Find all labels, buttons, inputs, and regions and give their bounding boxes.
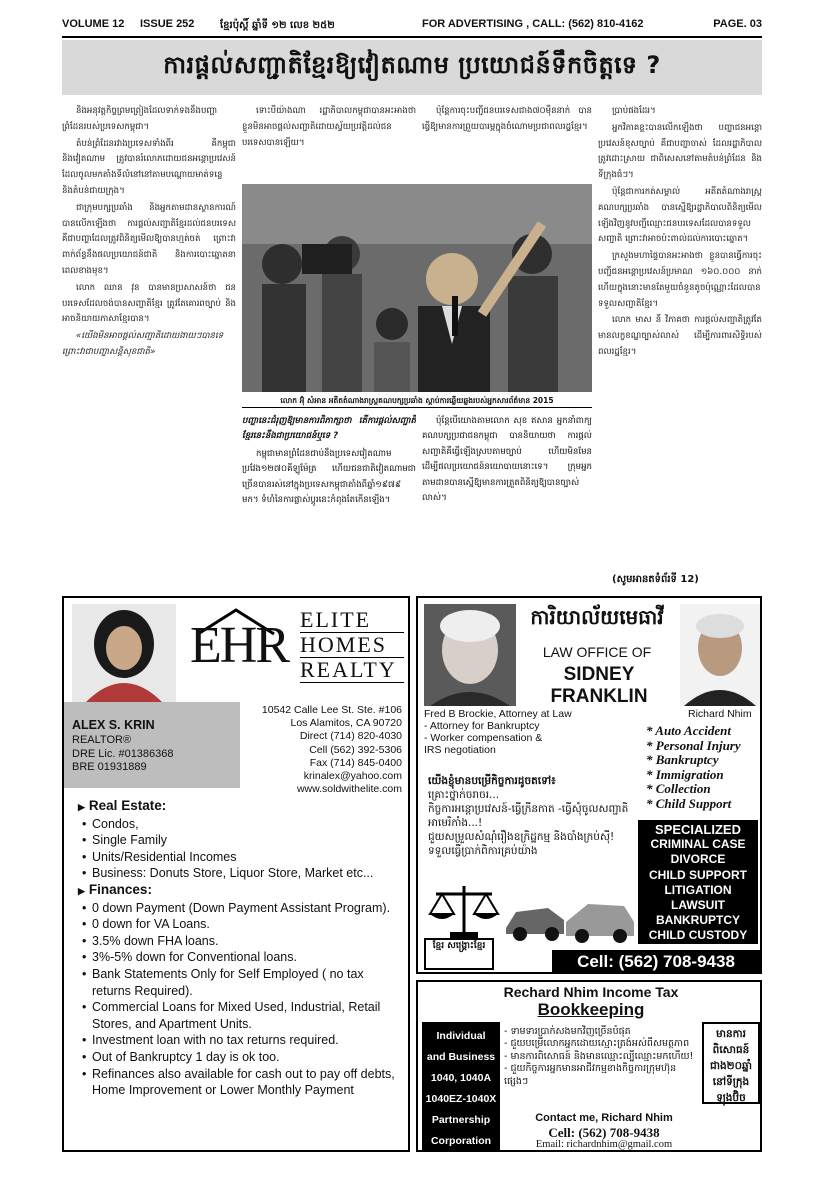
law-office-label: LAW OFFICE OF [542,644,652,660]
paragraph: អ្នកវិភាគខ្លះបានលើកឡើងថា បញ្ហាជនអន្តោប្រវេសន៍ខុសច្បាប់ គឺជាបញ្ហាចាស់ ដែលរដ្ឋាភិបាលត្រូវដោះស្រាយ ជាពិសេសនៅតាមតំបន់ព្រំដែន និងទីក្រុងធំៗ។ [598,122,762,181]
real-estate-heading: ▶ Real Estate: [78,798,404,816]
attorney-left-info [424,708,614,756]
tax-khmer-item: - មានការពិសោធន៍ និងមានឈ្មោះល្បីឈ្មោះមកហើយ! [504,1050,694,1062]
logo-word: ELITE [300,608,404,633]
agent-photo [72,604,176,702]
attorney-item: - Attorney for Bankruptcy [424,720,540,732]
tax-khmer-item: - ទាមទារប្រាក់សងមកវិញច្រើនបំផុត [504,1026,631,1037]
agent-contact [262,704,402,796]
article-column-1 [62,104,236,584]
khmer-service-item: គ្រោះថ្នាក់ចរាចរ... [428,789,500,801]
service-item: * Bankruptcy [646,752,719,768]
list-item: • 0 down for VA Loans. [78,916,404,933]
khmer-intro: យើងខ្ញុំមានបម្រើកិច្ចការដូចតទៅ៖ [428,775,556,787]
address-line-2: Los Alamitos, CA 90720 [290,717,402,730]
attorney-photo-right [680,604,760,706]
tax-form-item: and Business [426,1051,496,1063]
list-item: • 3.5% down FHA loans. [78,933,404,950]
paragraph: ប្រាប់ផងដែរ។ [612,106,656,116]
agent-credentials [72,734,174,775]
list-item: • Out of Bankruptcy 1 day is ok too. [78,1049,404,1066]
tax-cell-phone: Cell: (562) 708-9438 [548,1125,660,1140]
law-cell-phone: Cell: (562) 708-9438 [552,950,760,974]
attorney-photo-left [424,604,516,706]
realty-ad [62,596,410,1152]
website: www.soldwithelite.com [296,783,402,796]
specialized-item: CHILD SUPPORT [648,867,747,882]
list-item: • Refinances also available for cash out to pay off debts, Home Improvement or Lower Monthly Payment [78,1066,404,1099]
list-item: • Condos, [78,816,404,833]
tax-contact: Contact me, Richard Nhim [535,1112,673,1124]
khmer-service-item: កិច្ចការអន្តោប្រវេសន៍-ធ្វើក្រីនកាត -ធ្វើសុំចូលសញ្ជាតិអាមេរិកាំង...! [428,803,629,829]
tax-khmer-list [504,1026,700,1088]
khmer-service-item: ទទួលធ្វើប្រាក់ពិការគ្រប់យ៉ាង [428,845,538,857]
continued-note: (សូមអានតទំព័រទី 12) [612,574,699,585]
service-item: * Collection [646,781,711,797]
paragraph: ប៉ុន្តែការចុះបញ្ជីជនបរទេសជាង៧០ម៉ឺននាក់ បានធ្វើឱ្យមានការព្រួយបារម្ភក្នុងចំណោមប្រជាពលរដ្ឋខ្មែរ។ [422,106,592,132]
specialized-item: LITIGATION [664,882,732,897]
tax-khmer-item: - ជួយបម្រើលោកអ្នកដោយស្មោះត្រង់អស់ពីសមត្ថភាព [504,1038,690,1050]
cell-phone: Cell (562) 392-5306 [309,743,402,756]
list-item: • Single Family [78,832,404,849]
attorney-item: - Worker compensation & [424,732,543,744]
paragraph: កម្ពុជាមានព្រំដែនជាប់នឹងប្រទេសវៀតណាមប្រវែង១២៧០គីឡូម៉ែត្រ ហើយជនជាតិវៀតណាមជាច្រើនបានរស់នៅក្នុងប្រទេសកម្ពុជាតាំងពីឆ្នាំ១៩៧៩ មក។ ទំហំនៃការផ្លាស់ប្ដូរនេះកំពុងតែកើនឡើង។ [242,448,416,506]
service-item: * Child Support [646,795,732,811]
specialized-item: CRIMINAL CASE [650,837,746,852]
address-line-1: 10542 Calle Lee St. Ste. #106 [261,704,402,716]
photo-caption: លោក អ៊ុំ សំអាន អតីតតំណាងរាស្ត្រគណបក្សប្រឆាំង ស្ដាប់ការឆ្លើយឆ្លងរបស់អ្នកសារព័ត៌មាន 2015 [242,394,592,408]
paragraph: លោក ឈាន វុន បានមានប្រសាសន៍ថា ជនបរទេសដែលចង់បានសញ្ជាតិខ្មែរ ត្រូវតែគោរពច្បាប់ និងអាចនិយាយភាសាខ្មែរបាន។ [62,282,236,325]
list-item: • Business: Donuts Store, Liquor Store, Market etc... [78,865,404,882]
logo-word: REALTY [300,658,404,683]
tax-khmer-item: - ជួយកិច្ចការអ្នកមានអាជីវកម្មខាងកិច្ចការក្រុមហ៊ុនផ្សេងៗ [504,1063,677,1087]
article-column-3-top [422,104,592,172]
fax: Fax (714) 845-0400 [309,756,402,769]
car-accident-icon [502,888,636,944]
specialized-item: BANKRUPTCY [656,913,740,928]
page-number: PAGE. 03 [713,18,762,30]
service-item: * Immigration [646,766,724,782]
headline: ការផ្ដល់សញ្ជាតិខ្មែរឱ្យវៀតណាម ប្រយោជន៍ទឹកចិត្តទេ ? [163,51,661,79]
agent-name: ALEX S. KRIN [72,718,155,732]
khmer-services [428,774,638,858]
press-crowd-image [242,184,592,392]
logo-word: HOMES [300,633,404,658]
attorney-right-name: Richard Nhim [688,708,752,720]
logo-mark: EHR [190,617,288,674]
headline-bar [62,40,762,95]
finances-heading: ▶ Finances: [78,882,404,900]
volume: VOLUME 12 [62,18,125,30]
direct-phone: Direct (714) 820-4030 [299,730,402,743]
masthead-rule [62,36,762,38]
experience-badge: មានការពិសោធន៍ ជាង២០ឆ្នាំ នៅទីក្រុង ឡុងប៊ិច [702,1022,760,1104]
article-column-3-bottom [422,414,592,586]
paragraph: ក្រសួងមហាផ្ទៃបានអះអាងថា ខ្លួនបានធ្វើការចុះបញ្ជីជនអន្តោប្រវេសន៍ប្រមាណ ១៦០.០០០ នាក់ ហើយក្នុងនោះមានតែមួយចំនួនតូចប៉ុណ្ណោះដែលបានទទួលសញ្ជាតិខ្មែរ។ [598,251,762,309]
tax-form-item: Corporation [430,1135,492,1147]
specialized-item: CHILD CUSTODY [648,928,748,943]
income-tax-ad [416,980,762,1152]
law-services [646,724,741,812]
paragraph: តំបន់ព្រំដែនរវាងប្រទេសទាំងពីរ គឺកម្ពុជា និងវៀតណាម ត្រូវបានរំលោភដោយជនអន្តោប្រវេសន៍ ដែលចូលមកតាំងទីលំនៅនៅតាមបណ្ដោយមាត់ទន្លេ និងតំបន់ជាយក្រុង។ [62,138,236,196]
attorney-portrait-image [424,604,516,706]
specialized-item: DIVORCE [670,852,726,867]
paragraph: ប៉ុន្តែជាការកត់សម្គាល់ អតីតតំណាងរាស្ត្រគណបក្សប្រឆាំង បានស្នើឱ្យរដ្ឋាភិបាលពិនិត្យមើលឡើងវិញនូវបញ្ជីឈ្មោះជនបរទេសដែលបានទទួលសញ្ជាតិ ព្រោះវាអាចប៉ះពាល់ដល់ការបោះឆ្នោត។ [598,186,762,245]
subheading: បញ្ហានេះជំរុញឱ្យមានការពិភាក្សាថា តើការផ្ដល់សញ្ជាតិខ្មែរនេះនឹងជាប្រយោជន៍ឬទេ ? [242,416,416,442]
khmer-badge: ខ្មែរ សង្គ្រោះខ្មែរ [424,938,494,970]
agent-info-bar [64,702,408,796]
law-office-khmer-title: ការិយាល័យមេធាវី [530,605,664,629]
attorney-portrait-image [680,604,760,706]
tax-email: Email: richardnhim@gmail.com [535,1139,673,1150]
article-column-2-bottom [242,414,416,586]
list-item: • 3%-5% down for Conventional loans. [78,949,404,966]
list-item: • Commercial Loans for Mixed Used, Industrial, Retail Stores, and Apartment Units. [78,999,404,1032]
paragraph: និងអនុវត្តកិច្ចព្រមព្រៀងដែលទាក់ទងនឹងបញ្ហាព្រំដែនរបស់ប្រទេសកម្ពុជា។ [62,106,218,132]
ehr-logo [190,606,404,688]
tax-forms-box [422,1022,500,1150]
list-item: • Investment loan with no tax returns required. [78,1032,404,1049]
attorney-item: IRS negotiation [424,744,496,756]
law-office-name: SIDNEY FRANKLIN [550,664,648,707]
tax-title: Rechard Nhim Income Tax [503,984,679,1000]
bookkeeping-label: Bookkeeping [537,1000,645,1019]
masthead [62,18,762,34]
tax-form-item: 1040EZ-1040X [425,1093,497,1105]
service-item: * Personal Injury [646,737,741,753]
specialized-box [638,820,758,944]
tax-form-item: Partnership [431,1114,491,1126]
tax-form-item: 1040, 1040A [430,1072,492,1084]
advertising-line: FOR ADVERTISING , CALL: (562) 810-4162 [422,18,644,30]
law-office-ad [416,596,762,974]
khmer-issue: ខ្មែរប៉ុស្ដិ៍ ឆ្នាំទី ១២ លេខ ២៥២ [220,20,335,31]
logo-words [300,608,404,683]
attorney-name: Fred B Brockie, Attorney at Law [424,708,572,720]
paragraph: ជាក្រុមបក្សប្រឆាំង និងអ្នកតាមដានស្ថានការណ៍ បានលើកឡើងថា ការផ្ដល់សញ្ជាតិខ្មែរដល់ជនបរទេស គឺជាបញ្ហាដែលត្រូវពិនិត្យមើលឱ្យបានហ្មត់ចត់ ព្រោះវាពាក់ព័ន្ធនឹងផលប្រយោជន៍ជាតិ និងការបោះឆ្នោតនាពេលខាងមុខ។ [62,202,236,276]
agent-portrait-image [72,604,176,702]
pull-quote: «យើងមិនអាចផ្ដល់សញ្ជាតិដោយងាយៗបានទេ ព្រោះវាជាបញ្ហាសន្តិសុខជាតិ» [62,331,224,357]
realty-services [78,798,404,1099]
dre-license: DRE Lic. #01386368 [72,747,174,760]
agent-title: REALTOR® [72,734,132,746]
email: krinalex@yahoo.com [303,770,402,783]
specialized-title: SPECIALIZED [655,822,741,837]
service-item: * Auto Accident [646,723,731,738]
paragraph: លោក មាស នី វិភាគថា ការផ្ដល់សញ្ជាតិត្រូវតែមានលក្ខខណ្ឌច្បាស់លាស់ ដើម្បីការពារសិទ្ធិរបស់ពលរដ្ឋខ្មែរ។ [598,315,762,357]
news-photo [242,184,592,392]
specialized-item: LAWSUIT [671,898,725,913]
khmer-service-item: ជួយសម្រួលសំណុំរឿងឧក្រិដ្ឋកម្ម និងបាំងក្រប់ស៊ី! [428,831,615,843]
article-column-4 [598,104,762,578]
list-item: • 0 down Payment (Down Payment Assistant Program). [78,900,404,917]
scales-of-justice-icon [428,880,500,940]
issue-number: ISSUE 252 [140,18,195,30]
list-item: • Units/Residential Incomes [78,849,404,866]
tax-form-item: Individual [436,1030,486,1042]
list-item: • Bank Statements Only for Self Employed ( no tax returns Required). [78,966,404,999]
bre-license: BRE 01931889 [72,761,147,773]
article-column-2-top [242,104,416,172]
paragraph: ទោះបីយ៉ាងណា រដ្ឋាភិបាលកម្ពុជាបានអះអាងថា ខ្លួនមិនអាចផ្ដល់សញ្ជាតិដោយស្វ័យប្រវត្តិដល់ជនបរទេសបានឡើយ។ [242,106,416,148]
paragraph: ប៉ុន្តែបើយោងតាមលោក សុខ ឥសាន អ្នកនាំពាក្យគណបក្សប្រជាជនកម្ពុជា បាននិយាយថា ការផ្ដល់សញ្ជាតិគឺធ្វើឡើងស្របតាមច្បាប់ ហើយមិនមែនដើម្បីផលប្រយោជន៍នយោបាយនោះទេ។ ក្រុមអ្នកតាមដានបានស្នើឱ្យមានការត្រួតពិនិត្យឱ្យបានច្បាស់លាស់។ [422,416,592,504]
